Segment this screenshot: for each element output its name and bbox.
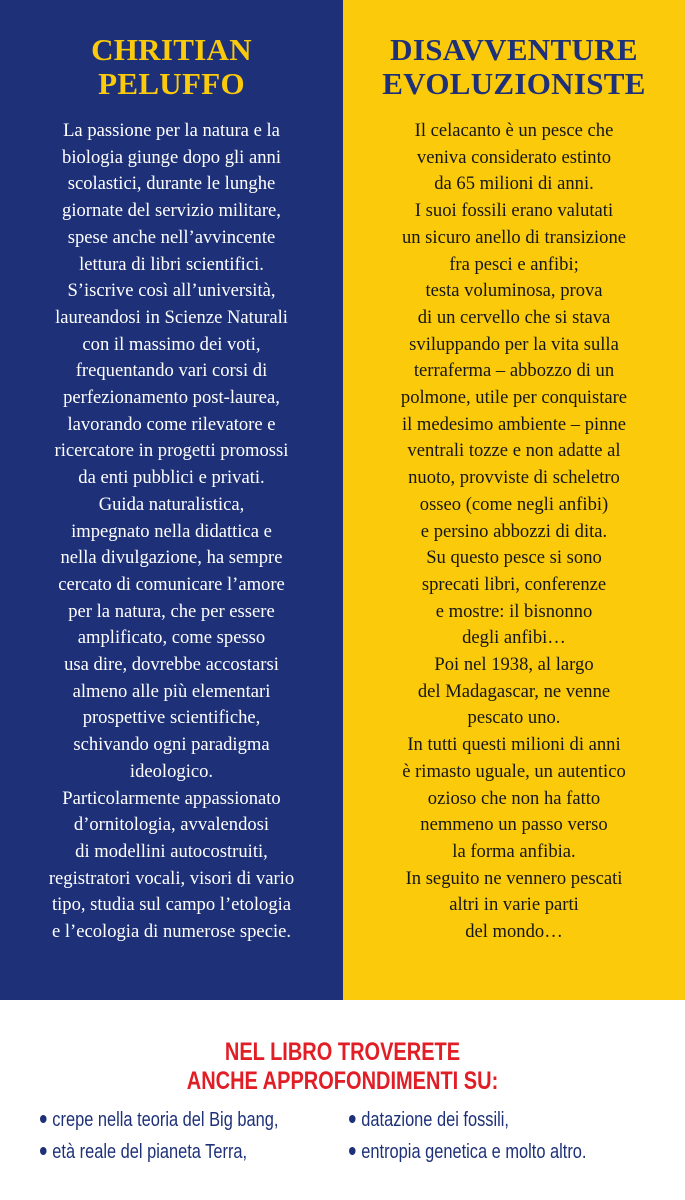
bio-line: lavorando come rilevatore e (67, 413, 276, 435)
synopsis-line: del Madagascar, ne venne (417, 680, 611, 702)
bio-line: giornate del servizio militare, (62, 200, 281, 222)
synopsis-line: di un cervello che si stava (417, 306, 611, 328)
synopsis-line: la forma anfibia. (452, 840, 576, 862)
synopsis-line: Poi nel 1938, al largo (434, 654, 594, 676)
author-name-line: CHRITIAN (91, 32, 252, 67)
synopsis-panel (343, 0, 685, 1000)
bio-line: nella divulgazione, ha sempre (60, 547, 283, 569)
bio-line: schivando ogni paradigma (73, 734, 270, 756)
topic-label: datazione dei fossili, (361, 1109, 509, 1131)
bio-line: cercato di comunicare l’amore (58, 573, 285, 595)
topic-item (40, 1108, 278, 1132)
synopsis-line: è rimasto uguale, un autentico (402, 760, 626, 782)
contents-heading (69, 1038, 617, 1096)
bio-line: ricercatore in progetti promossi (54, 440, 289, 462)
synopsis-line: altri in varie parti (449, 894, 579, 916)
bio-line: Guida naturalistica, (98, 493, 245, 515)
bio-line: lettura di libri scientifici. (79, 253, 264, 275)
synopsis-line: e persino abbozzi di dita. (420, 520, 608, 542)
synopsis-line: In seguito ne vennero pescati (405, 867, 623, 889)
synopsis-line: testa voluminosa, prova (425, 280, 603, 302)
bio-line: S’iscrive così all’università, (67, 280, 276, 302)
bullet-icon (349, 1115, 356, 1123)
bio-line: scolastici, durante le lunghe (67, 173, 276, 195)
synopsis-line: sprecati libri, conferenze (421, 573, 607, 595)
synopsis-line: ventrali tozze e non adatte al (407, 440, 621, 462)
bio-line: amplificato, come spesso (77, 627, 266, 649)
topic-item (349, 1108, 509, 1132)
synopsis-line: ozioso che non ha fatto (427, 787, 601, 809)
synopsis-line: veniva considerato estinto (416, 146, 612, 168)
bio-line: laureandosi in Scienze Naturali (55, 306, 288, 328)
bullet-icon (349, 1147, 356, 1155)
bio-line: di modellini autocostruiti, (75, 840, 268, 862)
synopsis-text (343, 118, 685, 946)
bio-line: Particolarmente appassionato (62, 787, 281, 809)
bio-line: d’ornitologia, avvalendosi (73, 814, 270, 836)
bio-line: La passione per la natura e la (63, 120, 280, 141)
synopsis-line: e mostre: il bisnonno (435, 600, 593, 622)
synopsis-line: il medesimo ambiente – pinne (401, 413, 627, 435)
author-panel (0, 0, 343, 1000)
bio-line: biologia giunge dopo gli anni (62, 146, 281, 168)
bio-line: spese anche nell’avvincente (67, 226, 276, 248)
synopsis-title-line: DISAVVENTURE (390, 32, 638, 67)
topic-item (40, 1140, 247, 1164)
synopsis-line: terraferma – abbozzo di un (413, 360, 615, 382)
topic-label: entropia genetica e molto altro. (361, 1141, 587, 1163)
synopsis-line: pescato uno. (467, 707, 561, 729)
synopsis-line: un sicuro anello di transizione (401, 226, 627, 248)
synopsis-line: In tutti questi milioni di anni (407, 734, 621, 756)
author-biography (0, 118, 343, 946)
topic-item (349, 1140, 586, 1164)
bio-line: impegnato nella didattica e (71, 520, 272, 542)
book-contents-section (0, 1000, 685, 1200)
synopsis-line: fra pesci e anfibi; (449, 253, 579, 275)
synopsis-line: del mondo… (465, 921, 563, 943)
synopsis-line: I suoi fossili erano valutati (414, 200, 614, 222)
topic-label: età reale del pianeta Terra, (52, 1141, 248, 1163)
bio-line: e l’ecologia di numerose specie. (51, 921, 292, 943)
author-name-line: PELUFFO (98, 66, 245, 101)
synopsis-line: polmone, utile per conquistare (400, 387, 628, 409)
bullet-icon (40, 1115, 47, 1123)
synopsis-line: da 65 milioni di anni. (434, 173, 594, 195)
contents-heading-line: NEL LIBRO TROVERETE (224, 1038, 461, 1066)
synopsis-line: degli anfibi… (462, 627, 566, 649)
bio-line: usa dire, dovrebbe accostarsi (64, 654, 279, 676)
bio-line: perfezionamento post-laurea, (63, 387, 280, 409)
synopsis-title (343, 33, 685, 101)
bio-line: prospettive scientifiche, (82, 707, 261, 729)
bio-line: tipo, studia sul campo l’etologia (51, 894, 292, 916)
bio-line: ideologico. (129, 760, 214, 782)
synopsis-line: osseo (come negli anfibi) (419, 493, 609, 515)
bio-line: frequentando vari corsi di (75, 360, 268, 382)
synopsis-line: nemmeno un passo verso (420, 814, 608, 836)
synopsis-line: Su questo pesce si sono (426, 547, 602, 569)
bio-line: registratori vocali, visori di vario (48, 867, 295, 889)
author-name (0, 33, 343, 101)
bio-line: per la natura, che per essere (68, 600, 275, 622)
bullet-icon (40, 1147, 47, 1155)
bio-line: almeno alle più elementari (72, 680, 271, 702)
topic-label: crepe nella teoria del Big bang, (52, 1109, 279, 1131)
bio-line: con il massimo dei voti, (82, 333, 261, 355)
synopsis-line: nuoto, provviste di scheletro (408, 467, 620, 489)
synopsis-title-line: EVOLUZIONISTE (382, 66, 646, 101)
bio-line: da enti pubblici e privati. (78, 467, 265, 489)
contents-heading-line: ANCHE APPROFONDIMENTI SU: (186, 1067, 499, 1095)
synopsis-line: sviluppando per la vita sulla (409, 333, 619, 355)
synopsis-line: Il celacanto è un pesce che (414, 120, 614, 141)
